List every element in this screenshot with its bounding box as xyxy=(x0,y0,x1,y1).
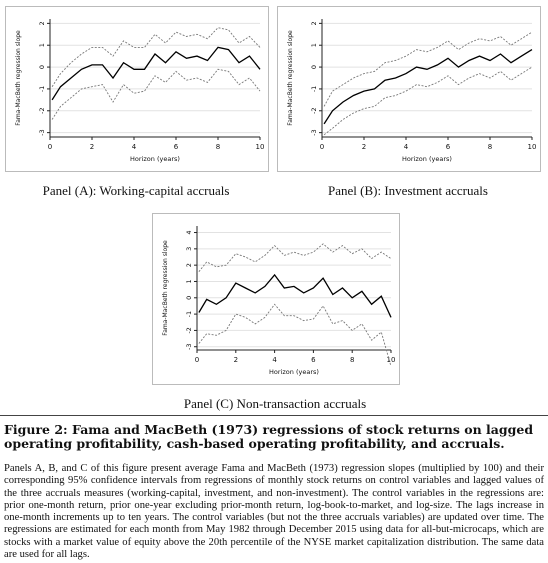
y-tick-label: -2 xyxy=(185,327,193,334)
x-tick-label: 8 xyxy=(487,143,493,151)
panel-b-chart xyxy=(277,6,541,172)
x-axis-label: Horizon (years) xyxy=(402,155,452,163)
x-tick-label: 10 xyxy=(386,356,396,364)
confidence-band-line xyxy=(199,304,391,366)
confidence-band-line xyxy=(324,67,532,135)
chart-c-svg xyxy=(153,214,399,384)
x-tick-label: 4 xyxy=(403,143,409,151)
x-tick-label: 0 xyxy=(319,143,325,151)
y-tick-label: 2 xyxy=(38,21,46,26)
confidence-band-line xyxy=(52,28,260,87)
y-tick-label: -3 xyxy=(38,129,46,136)
y-tick-label: 0 xyxy=(310,65,318,70)
panel-c-chart xyxy=(152,213,400,385)
y-tick-label: 0 xyxy=(185,295,193,300)
x-tick-label: 2 xyxy=(361,143,367,151)
x-axis-label: Horizon (years) xyxy=(130,155,180,163)
y-tick-label: -1 xyxy=(38,85,46,93)
x-tick-label: 6 xyxy=(311,356,316,364)
panel-c-caption: Panel (C) Non-transaction accruals xyxy=(183,396,367,411)
figure-rule xyxy=(0,415,548,416)
y-tick-label: -2 xyxy=(38,107,46,115)
y-tick-label: 1 xyxy=(38,43,46,48)
panel-a-caption: Panel (A): Working-capital accruals xyxy=(42,183,230,198)
y-axis-label: Fama-MacBeth regression slope xyxy=(287,30,294,126)
chart-a-svg xyxy=(6,7,268,171)
y-axis-label: Fama-MacBeth regression slope xyxy=(15,30,22,126)
y-tick-label: -1 xyxy=(185,310,193,318)
x-axis-label: Horizon (years) xyxy=(269,368,319,376)
y-axis-label: Fama-MacBeth regression slope xyxy=(162,240,169,336)
x-tick-label: 4 xyxy=(131,143,137,151)
y-tick-label: -3 xyxy=(310,129,318,136)
x-tick-label: 8 xyxy=(215,143,221,151)
y-tick-label: 0 xyxy=(38,65,46,70)
x-tick-label: 6 xyxy=(445,143,451,151)
y-tick-label: 3 xyxy=(185,246,193,251)
x-tick-label: 0 xyxy=(194,356,200,364)
x-tick-label: 2 xyxy=(233,356,239,364)
x-tick-label: 10 xyxy=(255,143,265,151)
figure-caption-body: Panels A, B, and C of this figure present average Fama and MacBeth (1973) regression slopes (multiplied by 100) and their corresponding 95% confidence intervals from regressions of monthly stock returns on control variables and lagged values of the three accruals measures (working-capital, investment, and non-investment). The control variables in the regressions are: prior one-month return, prior one-year excluding prior-month return, log-book-to-market, and log-size. The lags increase in one-month increments up to ten years. The control variables (but not the three accruals variables) are updated over time. The regressions are estimated for each month from May 1982 through December 2015 using data for all-but-microcaps, which are stocks with a market value of equity above the 20th percentile of the NYSE market capitalization distribution. The same data are used for all lags. xyxy=(4,463,544,561)
confidence-band-line xyxy=(52,69,260,119)
figure-title: Figure 2: Fama and MacBeth (1973) regressions of stock returns on lagged operating profitability, cash-based operating profitability, and accruals. xyxy=(4,422,534,451)
x-tick-label: 10 xyxy=(527,143,537,151)
x-tick-label: 6 xyxy=(173,143,179,151)
y-tick-label: 2 xyxy=(185,263,193,268)
panel-b-caption: Panel (B): Investment accruals xyxy=(328,183,488,198)
x-tick-label: 8 xyxy=(349,356,355,364)
x-tick-label: 2 xyxy=(89,143,95,151)
y-tick-label: -2 xyxy=(310,107,318,115)
slope-estimate-line xyxy=(52,47,260,100)
confidence-band-line xyxy=(199,244,391,272)
chart-b-svg xyxy=(278,7,540,171)
y-tick-label: 2 xyxy=(310,21,318,26)
x-tick-label: 0 xyxy=(47,143,53,151)
y-tick-label: 1 xyxy=(310,43,318,48)
x-tick-label: 4 xyxy=(272,356,277,364)
y-tick-label: -3 xyxy=(185,343,193,350)
slope-estimate-line xyxy=(324,50,532,124)
y-tick-label: 1 xyxy=(185,279,193,284)
y-tick-label: 4 xyxy=(185,230,193,235)
y-tick-label: -1 xyxy=(310,85,318,93)
panel-a-chart xyxy=(5,6,269,172)
